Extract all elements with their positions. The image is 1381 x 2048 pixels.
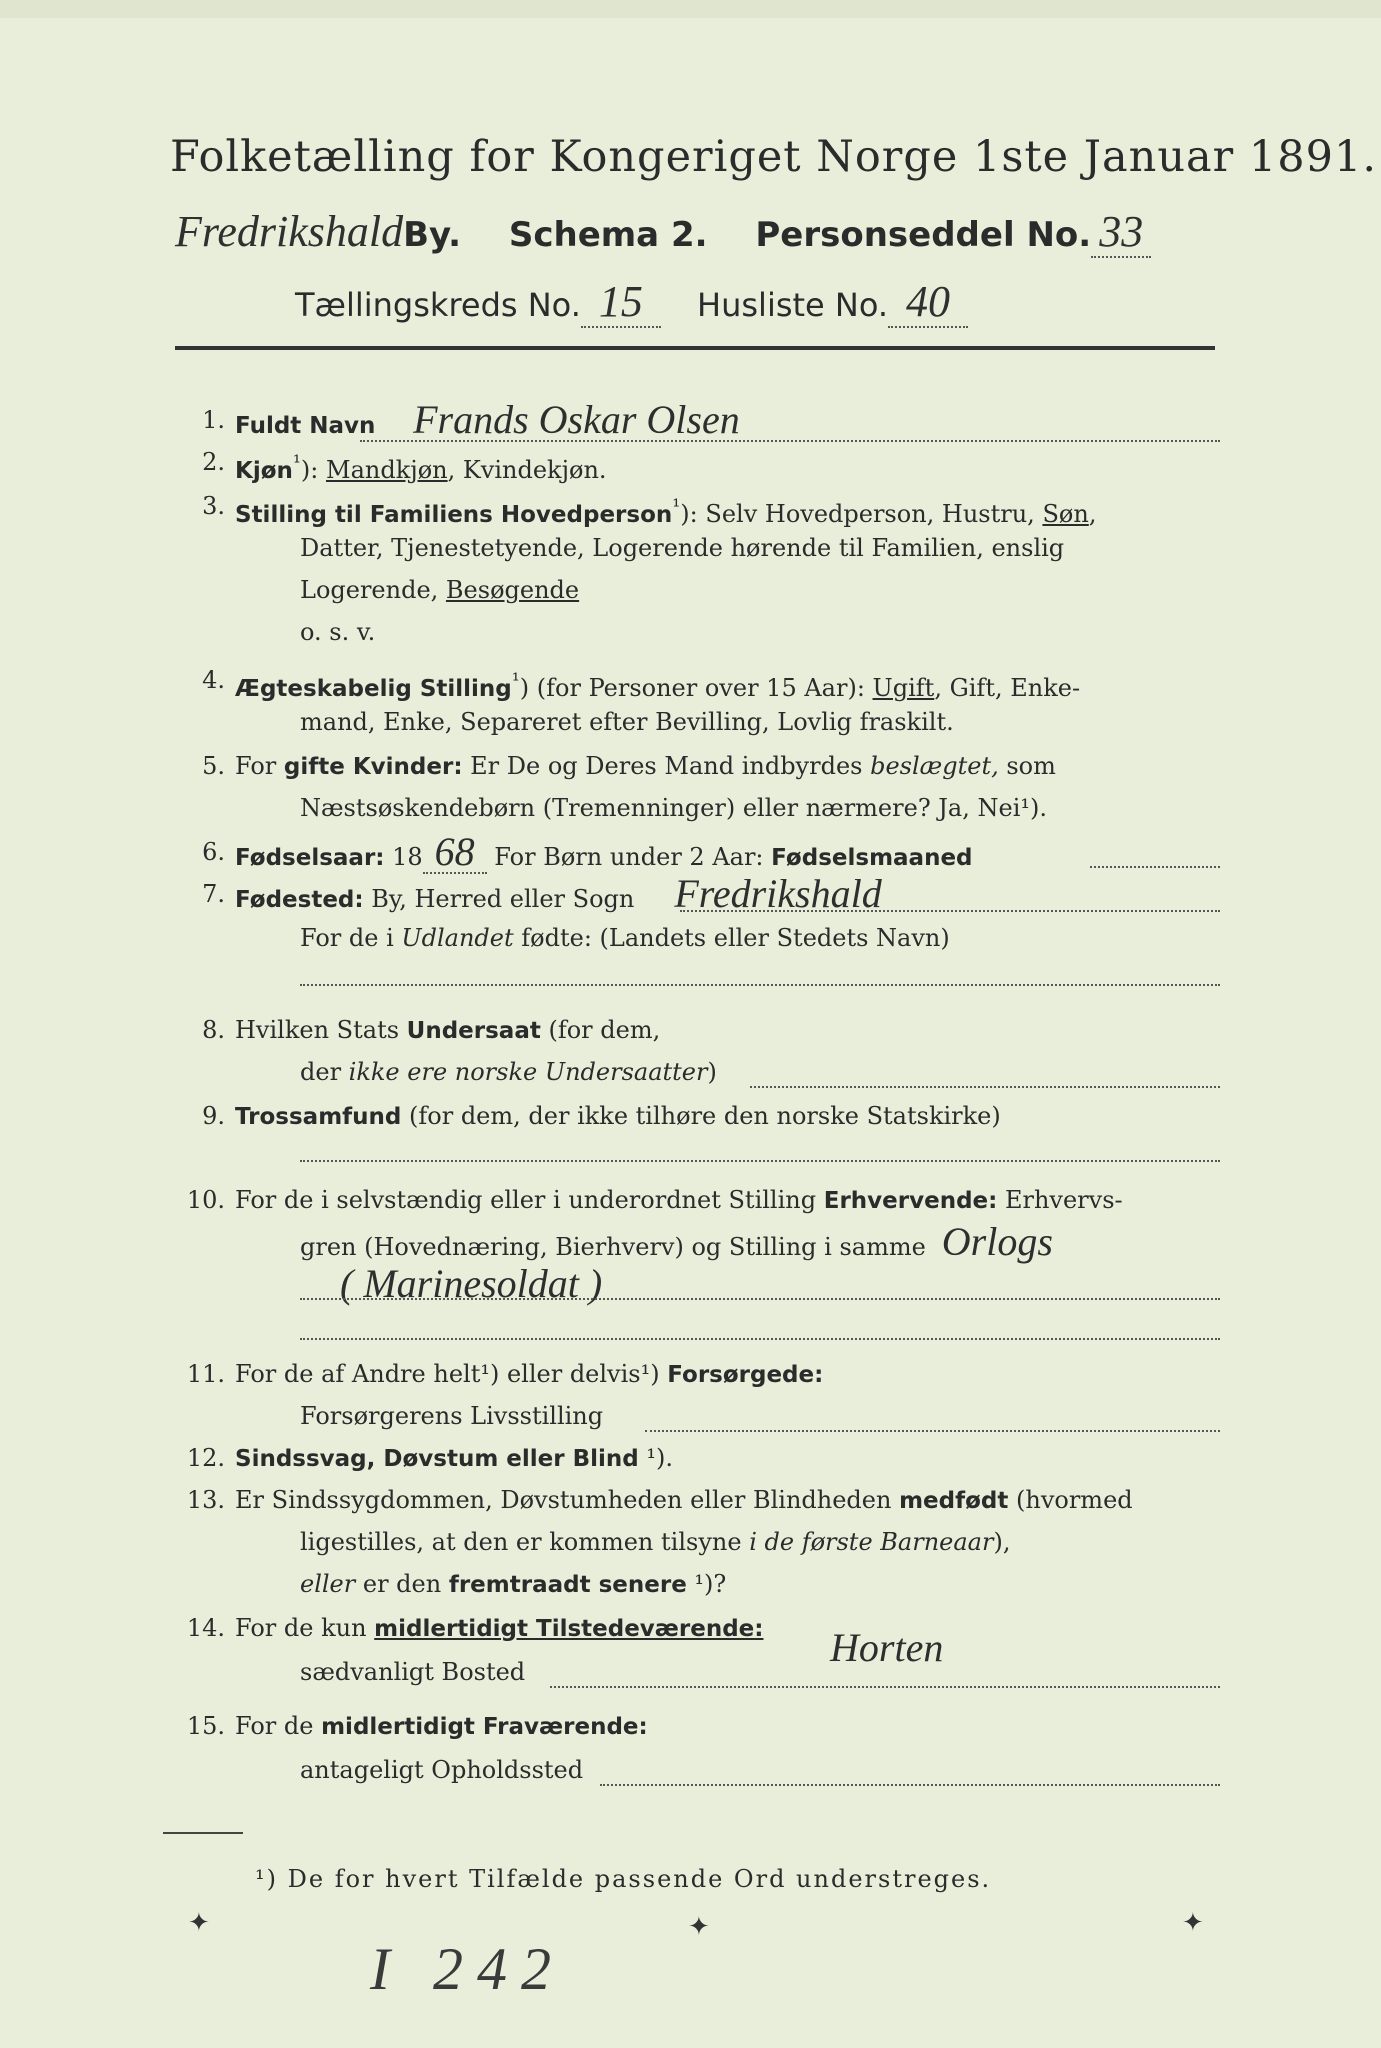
personseddel-label: Personseddel No. [755,215,1092,255]
temporary-present-text: For de kun [235,1614,375,1642]
form-title: Folketælling for Kongeriget Norge 1ste Januar 1891. [170,132,1378,182]
temporary-present-label: midlertidigt Tilstedeværende: [374,1616,764,1642]
tellingskreds-value: 15 [581,277,661,328]
family-position-line4: o. s. v. [300,618,376,646]
birthplace-fill-line [680,910,1220,912]
married-women-line2: Næstsøskendebørn (Tremenninger) eller nærmere? Ja, Nei¹). [300,794,1047,822]
citizenship-text-end: (for dem, [540,1016,661,1044]
item-number: 10. [186,1186,225,1214]
gender-selected: Mandkjøn [326,456,448,484]
dependents-text: For de af Andre helt¹) eller delvis¹) [235,1360,668,1388]
gender-label: Kjøn [235,458,293,484]
item-occupation [180,1180,1220,1350]
probable-residence-label: antageligt Opholdssted [300,1756,584,1784]
occupation-text-end: Erhvervs- [997,1186,1123,1214]
congenital-line3-end: ¹)? [686,1570,727,1598]
family-position-line3: Logerende, [300,576,446,604]
religion-text: (for dem, der ikke tilhøre den norske Statskirke) [401,1102,1001,1130]
item-temporary-present [180,1608,1220,1698]
item-full-name [180,397,1220,444]
family-position-text-end: , [1088,500,1097,528]
city-value: Fredrikshald [175,207,404,256]
crosshair-mark-center: ✦ [688,1912,710,1942]
congenital-line2-end: ), [993,1528,1011,1556]
birth-month-fill-line [1090,866,1220,868]
congenital-line3: er den [355,1570,449,1598]
married-women-text: Er De og Deres Mand indbyrdes [462,752,871,780]
occupation-line2: gren (Hovednæring, Bierhverv) og Stilling i samme [300,1233,926,1261]
congenital-line3-italic: eller [300,1570,356,1598]
husliste-value: 40 [888,277,968,328]
item-gender [180,442,1220,482]
disability-label: Sindssvag, Døvstum eller Blind [235,1446,639,1472]
occupation-value-1: Orlogs [941,1219,1053,1264]
birthplace-label: Fødested: [235,887,364,913]
congenital-label: medfødt [899,1488,1009,1514]
provider-occupation-label: Forsørgerens Livsstilling [300,1402,604,1430]
item-number: 5. [202,752,225,780]
personseddel-value: 33 [1091,207,1151,258]
husliste-label: Husliste No. [697,286,889,324]
full-name-label: Fuldt Navn [235,413,376,439]
citizenship-line2-end: ) [707,1058,717,1086]
family-position-label: Stilling til Familiens Hovedperson [235,502,673,528]
usual-residence-label: sædvanligt Bosted [300,1658,526,1686]
item-congenital [180,1480,1220,1606]
abroad-fill-line [300,984,1220,986]
citizenship-fill-line [750,1086,1220,1088]
item-number: 11. [186,1360,225,1388]
married-women-label: gifte Kvinder: [283,754,463,780]
provider-fill-line [645,1430,1220,1432]
item-marital-status [180,660,1220,744]
item-married-women [180,746,1220,830]
married-women-prefix: For [235,752,284,780]
probable-residence-fill-line [600,1784,1220,1786]
temporary-absent-label: midlertidigt Fraværende: [321,1714,648,1740]
footnote-ref: ¹ [292,450,301,474]
item-number: 12. [186,1444,225,1472]
occupation-text: For de i selvstændig eller i underordnet Stilling [235,1186,824,1214]
item-disability [180,1438,1220,1478]
occupation-fill-line-2 [300,1338,1220,1340]
crosshair-mark-left: ✦ [188,1908,210,1938]
family-position-selected: Søn [1042,500,1089,528]
footnote-rule [163,1832,243,1834]
marital-status-text-end: , Gift, Enke- [934,674,1081,702]
item-birth-year [180,829,1220,876]
full-name-value: Frands Oskar Olsen [413,397,740,442]
married-women-italic: beslægtet, [870,752,999,780]
paper-top-edge [0,0,1381,18]
footnote: ¹) De for hvert Tilfælde passende Ord understreges. [255,1865,992,1893]
congenital-text: Er Sindssygdommen, Døvstumheden eller Blindheden [235,1486,900,1514]
item-number: 13. [186,1486,225,1514]
item-religion [180,1096,1220,1180]
marital-status-text: ) (for Personer over 15 Aar): [519,674,873,702]
header-rule [175,346,1215,350]
item-temporary-absent [180,1706,1220,1796]
occupation-fill-line-1 [300,1298,1220,1300]
abroad-text-end: fødte: (Landets eller Stedets Navn) [513,924,950,952]
district-line [295,276,1115,327]
item-number: 3. [202,492,225,520]
temporary-absent-text: For de [235,1712,322,1740]
archive-mark: I 242 [370,1936,565,2002]
item-number: 6. [202,838,225,866]
schema-line [175,206,1225,257]
citizenship-label: Undersaat [406,1018,541,1044]
birth-year-label: Fødselsaar: [235,845,385,871]
item-number: 15. [186,1712,225,1740]
birth-year-value: 68 [423,832,487,874]
marital-status-label: Ægteskabelig Stilling [235,676,512,702]
birthplace-text: By, Herred eller Sogn [363,885,635,913]
family-position-besogende: Besøgende [445,576,580,604]
citizenship-line2: der [300,1058,349,1086]
footnote-ref: ¹ [672,494,681,518]
citizenship-italic: ikke ere norske Undersaatter [348,1058,708,1086]
tellingskreds-label: Tællingskreds No. [295,286,581,324]
marital-status-selected: Ugift [872,674,935,702]
item-number: 2. [202,448,225,476]
occupation-value-2: ( Marinesoldat ) [340,1261,603,1306]
item-number: 8. [202,1016,225,1044]
citizenship-text: Hvilken Stats [235,1016,407,1044]
item-number: 1. [202,406,225,434]
item-number: 7. [202,880,225,908]
usual-residence-value: Horten [830,1625,944,1670]
item-number: 14. [186,1614,225,1642]
religion-label: Trossamfund [235,1104,402,1130]
congenital-text-end: (hvormed [1008,1486,1133,1514]
religion-fill-line [300,1160,1220,1162]
congenital-italic: i de første Barneaar [749,1528,994,1556]
family-position-line2: Datter, Tjenestetyende, Logerende hørende til Familien, enslig [300,534,1065,562]
birth-year-text: For Børn under 2 Aar: [486,843,772,871]
item-dependents [180,1354,1220,1438]
birth-month-label: Fødselsmaaned [771,845,973,871]
occupation-label: Erhvervende: [823,1188,998,1214]
disability-text: ¹). [638,1444,674,1472]
marital-status-line2: mand, Enke, Separeret efter Bevilling, Lovlig fraskilt. [300,708,954,736]
family-position-text: ): Selv Hovedperson, Hustru, [680,500,1043,528]
schema-label: Schema 2. [508,215,708,255]
by-label: By. [403,215,461,255]
dependents-label: Forsørgede: [667,1362,824,1388]
item-birthplace [180,871,1220,994]
congenital-line2: ligestilles, at den er kommen tilsyne [300,1528,750,1556]
gender-text: ): [300,456,326,484]
later-onset-label: fremtraadt senere [448,1572,687,1598]
birthplace-value: Fredrikshald [674,871,882,916]
footnote-ref: ¹ [511,668,520,692]
item-citizenship [180,1010,1220,1094]
birth-year-prefix: 18 [384,843,423,871]
abroad-italic: Udlandet [401,924,514,952]
abroad-text: For de i [300,924,402,952]
married-women-text-end: som [998,752,1056,780]
crosshair-mark-right: ✦ [1182,1908,1204,1938]
item-family-position [180,486,1220,656]
item-number: 4. [202,666,225,694]
item-number: 9. [202,1102,225,1130]
usual-residence-fill-line [550,1686,1220,1688]
gender-options: , Kvindekjøn. [447,456,607,484]
